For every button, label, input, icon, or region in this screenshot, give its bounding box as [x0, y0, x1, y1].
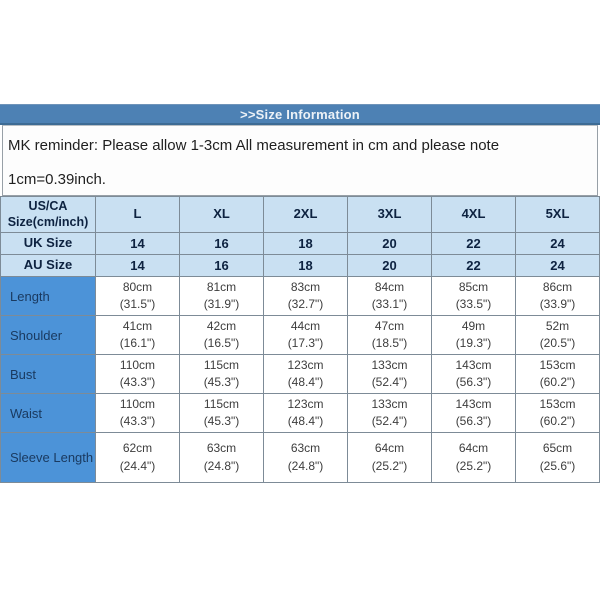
inch-value: (60.2"): [539, 414, 576, 428]
length-cell: [516, 277, 600, 316]
inch-value: (33.1"): [371, 297, 408, 311]
inch-value: (33.9"): [539, 297, 576, 311]
inch-value: (60.2"): [539, 375, 576, 389]
cm-value: 41cm: [122, 318, 153, 333]
uk-size-value: 16: [180, 233, 264, 255]
sleeve-length-cell: [348, 433, 432, 483]
cm-value: 133cm: [371, 396, 408, 411]
inch-value: (25.2"): [455, 458, 492, 473]
uk-size-row: [1, 233, 600, 255]
inch-value: (20.5"): [539, 336, 576, 350]
bust-cell: [264, 355, 348, 394]
length-cell: [96, 277, 180, 316]
waist-cell: [516, 394, 600, 433]
inch-value: (31.9"): [203, 297, 240, 311]
cm-value: 115cm: [203, 357, 240, 372]
cm-value: 42cm: [206, 318, 237, 333]
section-title: >>Size Information: [240, 106, 360, 122]
column-header-3xl: 3XL: [348, 197, 432, 233]
sleeve-length-row: [1, 433, 600, 483]
shoulder-cell: [96, 316, 180, 355]
inch-value: (56.3"): [455, 375, 492, 389]
cm-value: 85cm: [458, 279, 489, 294]
cm-value: 133cm: [371, 357, 408, 372]
inch-value: (31.5"): [119, 297, 156, 311]
cm-value: 63cm: [290, 441, 321, 456]
column-header-l: L: [96, 197, 180, 233]
length-label: Length: [1, 277, 96, 316]
size-info-content: [0, 104, 600, 483]
cm-value: 84cm: [374, 279, 405, 294]
au-size-value: 18: [264, 255, 348, 277]
waist-cell: [264, 394, 348, 433]
length-cell: [432, 277, 516, 316]
waist-cell: [432, 394, 516, 433]
uk-size-value: 22: [432, 233, 516, 255]
column-header-2xl: 2XL: [264, 197, 348, 233]
cm-value: 64cm: [458, 441, 489, 456]
column-header-xl: XL: [180, 197, 264, 233]
waist-cell: [180, 394, 264, 433]
cm-value: 47cm: [374, 318, 405, 333]
inch-value: (19.3"): [455, 336, 492, 350]
waist-row: [1, 394, 600, 433]
cm-value: 115cm: [203, 396, 240, 411]
au-size-value: 22: [432, 255, 516, 277]
bust-cell: [180, 355, 264, 394]
inch-value: (48.4"): [287, 414, 324, 428]
sleeve-length-cell: [96, 433, 180, 483]
inch-value: (16.1"): [119, 336, 156, 350]
inch-value: (25.6"): [539, 458, 576, 473]
inch-value: (45.3"): [203, 414, 240, 428]
length-cell: [180, 277, 264, 316]
cm-value: 65cm: [542, 441, 573, 456]
waist-label: Waist: [1, 394, 96, 433]
au-size-value: 14: [96, 255, 180, 277]
inch-value: (17.3"): [287, 336, 324, 350]
cm-value: 63cm: [206, 441, 237, 456]
column-header-row: [1, 197, 600, 233]
bust-cell: [516, 355, 600, 394]
uk-size-value: 24: [516, 233, 600, 255]
size-chart-table: [0, 196, 600, 483]
waist-cell: [96, 394, 180, 433]
au-size-label: AU Size: [1, 255, 96, 277]
inch-value: (43.3"): [119, 375, 156, 389]
length-cell: [264, 277, 348, 316]
cm-value: 123cm: [287, 396, 324, 411]
shoulder-row: [1, 316, 600, 355]
uk-size-value: 20: [348, 233, 432, 255]
bust-cell: [96, 355, 180, 394]
waist-cell: [348, 394, 432, 433]
inch-value: (33.5"): [455, 297, 492, 311]
cm-value: 86cm: [542, 279, 573, 294]
cm-value: 49m: [461, 318, 486, 333]
inch-value: (43.3"): [119, 414, 156, 428]
cm-value: 110cm: [119, 357, 156, 372]
shoulder-cell: [264, 316, 348, 355]
bust-cell: [432, 355, 516, 394]
inch-value: (24.8"): [287, 458, 324, 473]
section-title-bar: [0, 104, 600, 125]
cm-value: 62cm: [122, 441, 153, 456]
inch-value: (18.5"): [371, 336, 408, 350]
cm-value: 52m: [545, 318, 570, 333]
reminder-line-1: MK reminder: Please allow 1-3cm All measurement in cm and please note: [8, 137, 500, 154]
inch-value: (48.4"): [287, 375, 324, 389]
length-cell: [348, 277, 432, 316]
cm-value: 44cm: [290, 318, 321, 333]
cm-value: 81cm: [206, 279, 237, 294]
cm-value: 83cm: [290, 279, 321, 294]
uk-size-label: UK Size: [1, 233, 96, 255]
au-size-value: 20: [348, 255, 432, 277]
bust-label: Bust: [1, 355, 96, 394]
reminder-note-box: [2, 125, 598, 196]
shoulder-cell: [180, 316, 264, 355]
inch-value: (16.5"): [203, 336, 240, 350]
cm-value: 123cm: [287, 357, 324, 372]
sleeve-length-cell: [516, 433, 600, 483]
uk-size-value: 18: [264, 233, 348, 255]
sleeve-length-cell: [432, 433, 516, 483]
sleeve-length-label: Sleeve Length: [1, 433, 96, 483]
cm-value: 64cm: [374, 441, 405, 456]
inch-value: (24.8"): [203, 458, 240, 473]
bust-row: [1, 355, 600, 394]
au-size-row: [1, 255, 600, 277]
column-header-usca-size: US/CA Size(cm/inch): [1, 197, 96, 233]
cm-value: 153cm: [539, 396, 576, 411]
inch-value: (24.4"): [119, 458, 156, 473]
cm-value: 80cm: [122, 279, 153, 294]
au-size-value: 16: [180, 255, 264, 277]
bust-cell: [348, 355, 432, 394]
cm-value: 143cm: [455, 357, 492, 372]
cm-value: 153cm: [539, 357, 576, 372]
column-header-4xl: 4XL: [432, 197, 516, 233]
inch-value: (32.7"): [287, 297, 324, 311]
cm-value: 110cm: [119, 396, 156, 411]
inch-value: (52.4"): [371, 375, 408, 389]
inch-value: (52.4"): [371, 414, 408, 428]
inch-value: (56.3"): [455, 414, 492, 428]
column-header-5xl: 5XL: [516, 197, 600, 233]
uk-size-value: 14: [96, 233, 180, 255]
shoulder-cell: [432, 316, 516, 355]
shoulder-cell: [348, 316, 432, 355]
length-row: [1, 277, 600, 316]
inch-value: (25.2"): [371, 458, 408, 473]
sleeve-length-cell: [180, 433, 264, 483]
cm-value: 143cm: [455, 396, 492, 411]
reminder-line-2: 1cm=0.39inch.: [8, 171, 106, 188]
sleeve-length-cell: [264, 433, 348, 483]
au-size-value: 24: [516, 255, 600, 277]
inch-value: (45.3"): [203, 375, 240, 389]
shoulder-cell: [516, 316, 600, 355]
shoulder-label: Shoulder: [1, 316, 96, 355]
